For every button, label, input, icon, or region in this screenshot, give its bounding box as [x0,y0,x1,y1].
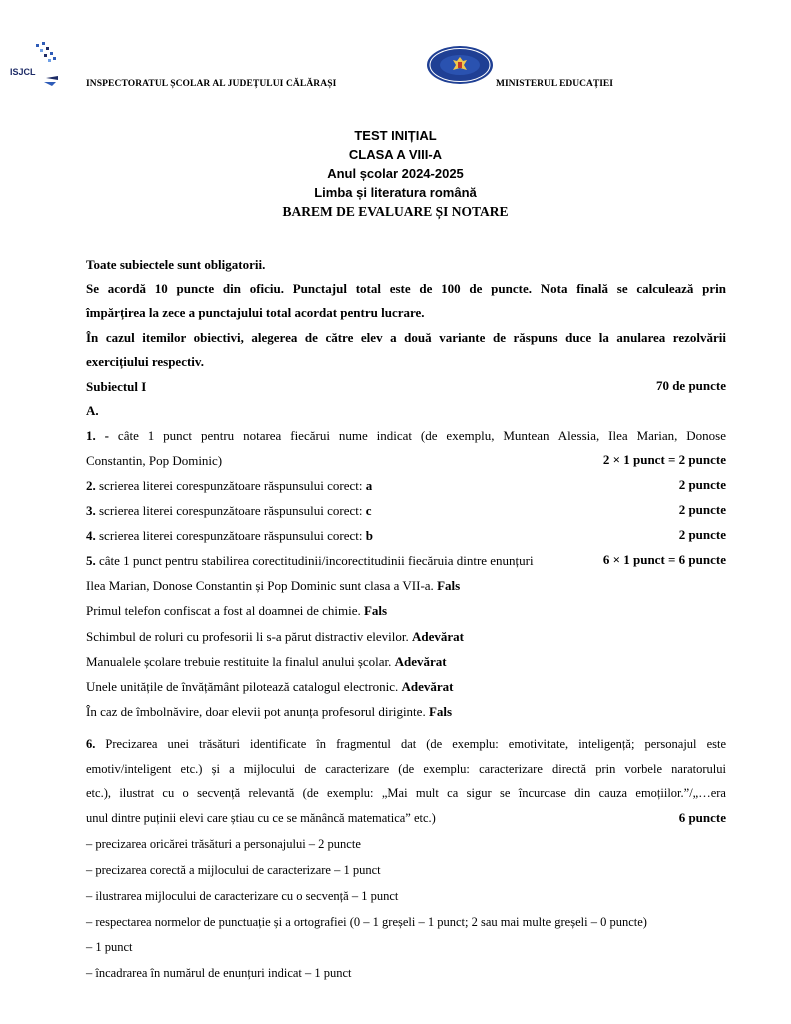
statement-text: Primul telefon confiscat a fost al doamnei de chimie. [86,603,361,618]
item-2 [86,477,726,494]
section-label: A. [86,403,99,418]
statement-answer: Fals [437,578,461,593]
statement-2 [86,602,726,619]
item-3-number: 3. [86,503,96,518]
statement-answer: Adevărat [401,679,454,694]
statement-text: Unele unitățile de învățământ pilotează catalogul electronic. [86,679,399,694]
statement-answer: Fals [428,704,453,719]
criteria-item: – precizarea oricărei trăsături a personajului – 2 puncte [86,837,361,851]
item-2-number: 2. [86,478,96,493]
item-3 [86,502,726,519]
doc-title-year: Anul școlar 2024-2025 [327,166,464,181]
item-3-points: 2 puncte [678,502,726,517]
doc-title-subject: Limba și literatura română [314,185,477,200]
item-1-text: câte 1 punct pentru notarea fiecărui nume indicat (de exemplu, Muntean Alessia, Ilea Marian, Donose [117,428,726,443]
doc-title-class: CLASA A VIII-A [348,147,443,162]
item-4-answer: b [365,528,373,543]
intro-scoring-line2: împărțirea la zece a punctajului total acordat pentru lucrare. [86,305,425,320]
statement-1 [86,577,726,594]
item-4-points: 2 puncte [678,527,726,542]
item-5-points: 6 × 1 punct = 6 puncte [602,552,726,567]
government-seal [426,45,494,85]
item-6-line2: emotiv/inteligent etc.) și a mijlocului de caracterizare (de exemplu: caracterizare directă prin vorbele naratorului [86,762,726,776]
item-6-points: 6 puncte [678,810,726,825]
intro-scoring-line1: Se acordă 10 puncte din oficiu. Punctajul total este de 100 de puncte. Nota finală se calculează prin [86,281,726,296]
statement-text: Manualele școlare trebuie restituite la finalul anului școlar. [86,654,392,669]
criteria-item: – precizarea corectă a mijlocului de caracterizare – 1 punct [86,863,381,877]
item-3-text: scrierea literei corespunzătoare răspunsului corect: [99,503,363,518]
doc-title-barem: BAREM DE EVALUARE ȘI NOTARE [282,204,509,219]
intro-objective-line1: În cazul itemilor obiectivi, alegerea de către elev a două variante de răspuns duce la anularea rezolvării [86,330,726,345]
item-5-number: 5. [86,553,96,568]
isjcl-logo-text: ISJCL [10,67,36,77]
item-6-line3: etc.), ilustrat cu o secvență relevantă (de exemplu: „Mai mult ca sigur se încurcase din cauza emoțiilor.”/„…era [86,786,726,800]
statement-text: În caz de îmbolnăvire, doar elevii pot anunța profesorul diriginte. [86,704,426,719]
statement-6 [86,703,726,720]
item-3-answer: c [365,503,372,518]
item-2-answer: a [365,478,373,493]
item-6-text: Precizarea unei trăsături identificate în fragmentul dat (de exemplu: emotivitate, inteligență; personajul este [105,737,727,751]
statement-text: Schimbul de roluri cu profesorii li s-a părut distractiv elevilor. [86,629,409,644]
statement-5 [86,678,726,695]
criteria-item: – 1 punct [86,940,133,954]
item-1-line2: Constantin, Pop Dominic) [86,453,223,468]
statement-text: Ilea Marian, Donose Constantin și Pop Dominic sunt clasa a VII-a. [86,578,434,593]
statement-answer: Adevărat [394,654,447,669]
item-6-line1 [86,736,726,753]
criteria-item: – respectarea normelor de punctuație și a ortografiei (0 – 1 greșeli – 1 punct; 2 sau mai multe greșeli – 0 puncte) [86,915,647,929]
doc-title-test: TEST INIȚIAL [354,128,437,143]
subject-name: Subiectul I [86,379,147,394]
item-6-line4: unul dintre puținii elevi care știau cu ce se mănâncă matematica” etc.) [86,811,436,825]
inspectorate-name: INSPECTORATUL ȘCOLAR AL JUDEȚULUI CĂLĂRAȘI [86,79,337,89]
ministry-name: MINISTERUL EDUCAȚIEI [496,79,613,89]
item-4-number: 4. [86,528,96,543]
criteria-item: – ilustrarea mijlocului de caracterizare cu o secvență – 1 punct [86,889,399,903]
item-2-text: scrierea literei corespunzătoare răspunsului corect: [99,478,363,493]
item-1-number: 1. - [86,428,109,443]
item-1-line1 [86,427,726,444]
statement-3 [86,628,726,645]
item-6-number: 6. [86,737,96,751]
item-5-text: câte 1 punct pentru stabilirea corectitudinii/incorectitudinii fiecăruia dintre enunțuri [99,553,534,568]
statement-answer: Adevărat [412,629,465,644]
item-2-points: 2 puncte [678,477,726,492]
intro-obligatory: Toate subiectele sunt obligatorii. [86,257,266,272]
subject-points: 70 de puncte [655,378,726,393]
isjcl-logo [6,40,58,90]
item-4 [86,527,726,544]
item-1-points: 2 × 1 punct = 2 puncte [602,452,726,467]
intro-objective-line2: exercițiului respectiv. [86,354,204,369]
item-4-text: scrierea literei corespunzătoare răspunsului corect: [99,528,363,543]
statement-4 [86,653,726,670]
statement-answer: Fals [363,603,388,618]
criteria-item: – încadrarea în numărul de enunțuri indicat – 1 punct [86,966,352,980]
